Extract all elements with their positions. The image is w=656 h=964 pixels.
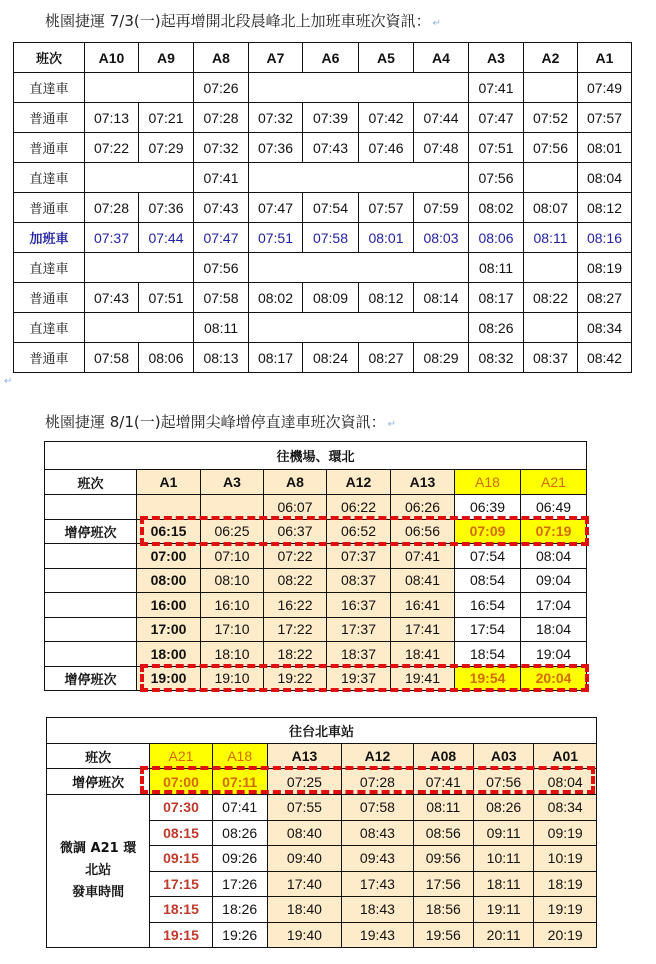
time-cell: 08:11 [469, 253, 524, 283]
table-row [45, 495, 587, 520]
empty-cell [85, 313, 194, 343]
table-row [14, 343, 632, 373]
time-cell: 07:54 [303, 193, 359, 223]
time-cell: 17:15 [150, 871, 213, 897]
train-type-label: 普通車 [14, 343, 85, 373]
time-cell: 07:41 [212, 795, 267, 821]
header-row [47, 744, 597, 769]
time-cell: 07:29 [139, 133, 194, 163]
empty-cell [85, 253, 194, 283]
time-cell: 08:34 [534, 795, 597, 821]
time-cell: 17:00 [137, 617, 201, 642]
time-cell: 18:10 [201, 642, 264, 667]
table-row [45, 642, 587, 667]
time-cell: 16:10 [201, 593, 264, 618]
time-cell: 18:15 [150, 897, 213, 923]
time-cell: 07:58 [85, 343, 139, 373]
time-cell: 09:11 [473, 820, 533, 846]
time-cell: 18:56 [413, 897, 473, 923]
time-cell: 19:11 [473, 897, 533, 923]
time-cell: 08:22 [524, 283, 578, 313]
time-cell: 07:22 [264, 544, 327, 569]
time-cell: 08:32 [469, 343, 524, 373]
time-cell: 06:15 [137, 519, 201, 544]
time-cell: 07:25 [267, 769, 342, 795]
time-cell: 08:00 [137, 568, 201, 593]
title-row [47, 718, 597, 744]
time-cell: 06:37 [264, 519, 327, 544]
empty-cell [524, 73, 578, 103]
time-cell: 07:52 [524, 103, 578, 133]
time-cell: 07:59 [414, 193, 469, 223]
note-label-line: 發車時間 [72, 885, 125, 900]
empty-cell [249, 313, 469, 343]
note-label-line: 微調 A21 環 [59, 841, 137, 856]
station-header: A13 [267, 744, 342, 769]
time-cell: 08:56 [413, 820, 473, 846]
time-cell: 18:11 [473, 871, 533, 897]
empty-cell [524, 313, 578, 343]
time-cell: 07:41 [391, 544, 455, 569]
time-cell: 07:41 [469, 73, 524, 103]
note-label [47, 795, 150, 948]
time-cell: 17:22 [264, 617, 327, 642]
time-cell: 07:43 [85, 283, 139, 313]
station-header: A7 [249, 43, 303, 73]
time-cell: 07:49 [578, 73, 632, 103]
time-cell: 07:56 [524, 133, 578, 163]
table-row [14, 283, 632, 313]
time-cell: 08:26 [473, 795, 533, 821]
station-header: A5 [359, 43, 414, 73]
time-cell: 08:43 [342, 820, 413, 846]
time-cell: 07:00 [150, 769, 213, 795]
time-cell: 07:36 [249, 133, 303, 163]
time-cell: 08:09 [303, 283, 359, 313]
row-label: 增停班次 [45, 519, 137, 544]
added-train-row [45, 519, 587, 544]
time-cell: 08:37 [524, 343, 578, 373]
time-cell: 08:02 [469, 193, 524, 223]
time-cell: 19:22 [264, 666, 327, 691]
time-cell: 07:56 [473, 769, 533, 795]
time-cell: 07:19 [521, 519, 587, 544]
time-cell: 16:00 [137, 593, 201, 618]
time-cell: 07:42 [359, 103, 414, 133]
time-cell: 08:24 [303, 343, 359, 373]
table-row [14, 223, 632, 253]
time-cell: 07:56 [469, 163, 524, 193]
train-header: 班次 [45, 470, 137, 495]
time-cell: 08:37 [327, 568, 391, 593]
station-header: A03 [473, 744, 533, 769]
train-type-label: 普通車 [14, 103, 85, 133]
time-cell: 08:01 [578, 133, 632, 163]
time-cell: 07:21 [139, 103, 194, 133]
time-cell: 06:25 [201, 519, 264, 544]
train-header: 班次 [47, 744, 150, 769]
time-cell: 08:04 [578, 163, 632, 193]
station-header: A1 [578, 43, 632, 73]
time-cell: 20:04 [521, 666, 587, 691]
time-cell: 08:42 [578, 343, 632, 373]
time-cell: 08:26 [212, 820, 267, 846]
time-cell: 07:13 [85, 103, 139, 133]
table-to-airport [44, 441, 587, 691]
time-cell: 16:22 [264, 593, 327, 618]
time-cell: 08:11 [524, 223, 578, 253]
row-label [45, 642, 137, 667]
station-header: A18 [212, 744, 267, 769]
row-label [45, 495, 137, 520]
time-cell: 09:26 [212, 846, 267, 872]
empty-cell [249, 253, 469, 283]
time-cell: 07:47 [249, 193, 303, 223]
time-cell: 17:41 [391, 617, 455, 642]
empty-cell [249, 163, 469, 193]
time-cell: 09:43 [342, 846, 413, 872]
station-header: A1 [137, 470, 201, 495]
title-row [45, 442, 587, 470]
time-cell: 07:41 [194, 163, 249, 193]
time-cell: 08:27 [359, 343, 414, 373]
time-cell: 07:58 [342, 795, 413, 821]
time-cell: 07:56 [194, 253, 249, 283]
time-cell: 09:15 [150, 846, 213, 872]
table-to-taipei-main [46, 717, 597, 948]
time-cell: 19:40 [267, 922, 342, 948]
station-header: A4 [414, 43, 469, 73]
added-train-row [45, 666, 587, 691]
direction-title: 往機場、環北 [45, 442, 587, 470]
station-header: A13 [391, 470, 455, 495]
time-cell [201, 495, 264, 520]
direction-title: 往台北車站 [47, 718, 597, 744]
time-cell: 07:32 [249, 103, 303, 133]
time-cell: 06:26 [391, 495, 455, 520]
time-cell: 08:17 [249, 343, 303, 373]
table-row [14, 103, 632, 133]
time-cell: 18:40 [267, 897, 342, 923]
station-header: A8 [264, 470, 327, 495]
header-row [45, 470, 587, 495]
table-row [14, 193, 632, 223]
time-cell: 08:34 [578, 313, 632, 343]
time-cell: 16:41 [391, 593, 455, 618]
paragraph-mark: ↵ [4, 376, 13, 387]
train-type-label: 直達車 [14, 313, 85, 343]
time-cell: 20:11 [473, 922, 533, 948]
table-row [45, 544, 587, 569]
time-cell: 07:26 [194, 73, 249, 103]
time-cell: 08:03 [414, 223, 469, 253]
table-row [45, 568, 587, 593]
train-type-label: 加班車 [14, 223, 85, 253]
time-cell: 07:51 [469, 133, 524, 163]
time-cell: 07:39 [303, 103, 359, 133]
row-label [45, 544, 137, 569]
time-cell: 07:11 [212, 769, 267, 795]
table-row [14, 313, 632, 343]
time-cell: 08:11 [194, 313, 249, 343]
station-header: A2 [524, 43, 578, 73]
time-cell: 09:40 [267, 846, 342, 872]
time-cell: 08:27 [578, 283, 632, 313]
time-cell: 08:12 [359, 283, 414, 313]
station-header: A08 [413, 744, 473, 769]
time-cell: 07:48 [414, 133, 469, 163]
time-cell: 07:37 [327, 544, 391, 569]
time-cell: 19:04 [521, 642, 587, 667]
time-cell: 07:44 [139, 223, 194, 253]
time-cell: 19:10 [201, 666, 264, 691]
time-cell: 19:41 [391, 666, 455, 691]
time-cell: 18:43 [342, 897, 413, 923]
table-row [47, 795, 597, 821]
time-cell: 09:56 [413, 846, 473, 872]
time-cell: 06:49 [521, 495, 587, 520]
time-cell: 09:19 [534, 820, 597, 846]
row-label: 增停班次 [47, 769, 150, 795]
time-cell: 19:26 [212, 922, 267, 948]
time-cell: 07:57 [578, 103, 632, 133]
time-cell: 17:37 [327, 617, 391, 642]
time-cell: 07:43 [194, 193, 249, 223]
note-label-line: 北站 [85, 863, 112, 878]
row-label [45, 568, 137, 593]
time-cell: 08:15 [150, 820, 213, 846]
station-header: A9 [139, 43, 194, 73]
time-cell: 06:56 [391, 519, 455, 544]
empty-cell [524, 253, 578, 283]
time-cell: 18:04 [521, 617, 587, 642]
header-row [14, 43, 632, 73]
train-type-label: 直達車 [14, 73, 85, 103]
table-row [45, 593, 587, 618]
train-type-label: 直達車 [14, 163, 85, 193]
row-label [45, 617, 137, 642]
time-cell: 07:57 [359, 193, 414, 223]
time-cell: 18:54 [455, 642, 521, 667]
time-cell: 07:51 [139, 283, 194, 313]
row-label [45, 593, 137, 618]
time-cell: 19:43 [342, 922, 413, 948]
time-cell: 08:02 [249, 283, 303, 313]
time-cell: 07:55 [267, 795, 342, 821]
time-cell: 09:04 [521, 568, 587, 593]
table-row [14, 73, 632, 103]
time-cell: 07:47 [194, 223, 249, 253]
time-cell: 08:54 [455, 568, 521, 593]
time-cell: 07:30 [150, 795, 213, 821]
time-cell: 07:28 [194, 103, 249, 133]
time-cell: 07:43 [303, 133, 359, 163]
time-cell: 07:32 [194, 133, 249, 163]
added-train-row [47, 769, 597, 795]
time-cell: 08:06 [469, 223, 524, 253]
time-cell: 08:07 [524, 193, 578, 223]
time-cell: 20:19 [534, 922, 597, 948]
time-cell: 19:19 [534, 897, 597, 923]
time-cell: 08:19 [578, 253, 632, 283]
time-cell: 19:37 [327, 666, 391, 691]
time-cell [137, 495, 201, 520]
time-cell: 07:28 [85, 193, 139, 223]
time-cell: 07:47 [469, 103, 524, 133]
empty-cell [85, 73, 194, 103]
time-cell: 16:54 [455, 593, 521, 618]
table-row [14, 133, 632, 163]
station-header: A12 [327, 470, 391, 495]
time-cell: 07:51 [249, 223, 303, 253]
time-cell: 18:26 [212, 897, 267, 923]
time-cell: 17:10 [201, 617, 264, 642]
time-cell: 16:37 [327, 593, 391, 618]
station-header: A8 [194, 43, 249, 73]
time-cell: 08:13 [194, 343, 249, 373]
time-cell: 17:54 [455, 617, 521, 642]
table-peak-extra-trains [13, 42, 632, 373]
time-cell: 17:26 [212, 871, 267, 897]
station-header: A3 [201, 470, 264, 495]
table-row [14, 253, 632, 283]
time-cell: 17:04 [521, 593, 587, 618]
time-cell: 19:56 [413, 922, 473, 948]
time-cell: 07:36 [139, 193, 194, 223]
time-cell: 07:46 [359, 133, 414, 163]
time-cell: 07:10 [201, 544, 264, 569]
train-type-label: 直達車 [14, 253, 85, 283]
time-cell: 08:40 [267, 820, 342, 846]
station-header: A18 [455, 470, 521, 495]
time-cell: 19:54 [455, 666, 521, 691]
time-cell: 08:12 [578, 193, 632, 223]
train-type-label: 普通車 [14, 193, 85, 223]
time-cell: 08:16 [578, 223, 632, 253]
section1-heading: 桃園捷運 7/3(一)起再增開北段晨峰北上加班車班次資訊： ↵ [45, 12, 442, 30]
section1-heading-text: 桃園捷運 7/3(一)起再增開北段晨峰北上加班車班次資訊： [45, 12, 431, 30]
time-cell: 07:37 [85, 223, 139, 253]
time-cell: 07:44 [414, 103, 469, 133]
time-cell: 18:41 [391, 642, 455, 667]
train-type-label: 普通車 [14, 283, 85, 313]
section2-heading: 桃園捷運 8/1(一)起增開尖峰增停直達車班次資訊： ↵ [45, 413, 397, 431]
time-cell: 08:22 [264, 568, 327, 593]
time-cell: 07:22 [85, 133, 139, 163]
time-cell: 10:19 [534, 846, 597, 872]
time-cell: 08:06 [139, 343, 194, 373]
time-cell: 07:28 [342, 769, 413, 795]
time-cell: 19:00 [137, 666, 201, 691]
station-header: A21 [150, 744, 213, 769]
time-cell: 07:58 [303, 223, 359, 253]
section2-heading-text: 桃園捷運 8/1(一)起增開尖峰增停直達車班次資訊： [45, 413, 386, 431]
time-cell: 08:01 [359, 223, 414, 253]
time-cell: 06:39 [455, 495, 521, 520]
table-row [45, 617, 587, 642]
station-header: A21 [521, 470, 587, 495]
station-header: A10 [85, 43, 139, 73]
time-cell: 10:11 [473, 846, 533, 872]
time-cell: 08:41 [391, 568, 455, 593]
time-cell: 17:40 [267, 871, 342, 897]
table-row [14, 163, 632, 193]
time-cell: 06:22 [327, 495, 391, 520]
time-cell: 08:04 [534, 769, 597, 795]
row-label: 增停班次 [45, 666, 137, 691]
time-cell: 08:11 [413, 795, 473, 821]
time-cell: 08:17 [469, 283, 524, 313]
station-header: A01 [534, 744, 597, 769]
station-header: A12 [342, 744, 413, 769]
time-cell: 08:04 [521, 544, 587, 569]
time-cell: 18:22 [264, 642, 327, 667]
time-cell: 19:15 [150, 922, 213, 948]
time-cell: 18:00 [137, 642, 201, 667]
time-cell: 07:41 [413, 769, 473, 795]
empty-cell [249, 73, 469, 103]
time-cell: 08:29 [414, 343, 469, 373]
time-cell: 07:09 [455, 519, 521, 544]
time-cell: 07:54 [455, 544, 521, 569]
time-cell: 07:00 [137, 544, 201, 569]
station-header: A3 [469, 43, 524, 73]
empty-cell [524, 163, 578, 193]
station-header: A6 [303, 43, 359, 73]
train-type-label: 普通車 [14, 133, 85, 163]
time-cell: 06:52 [327, 519, 391, 544]
time-cell: 17:43 [342, 871, 413, 897]
empty-cell [85, 163, 194, 193]
time-cell: 18:19 [534, 871, 597, 897]
time-cell: 08:26 [469, 313, 524, 343]
time-cell: 08:10 [201, 568, 264, 593]
time-cell: 17:56 [413, 871, 473, 897]
time-cell: 18:37 [327, 642, 391, 667]
time-cell: 06:07 [264, 495, 327, 520]
train-header: 班次 [14, 43, 85, 73]
time-cell: 07:58 [194, 283, 249, 313]
time-cell: 08:14 [414, 283, 469, 313]
